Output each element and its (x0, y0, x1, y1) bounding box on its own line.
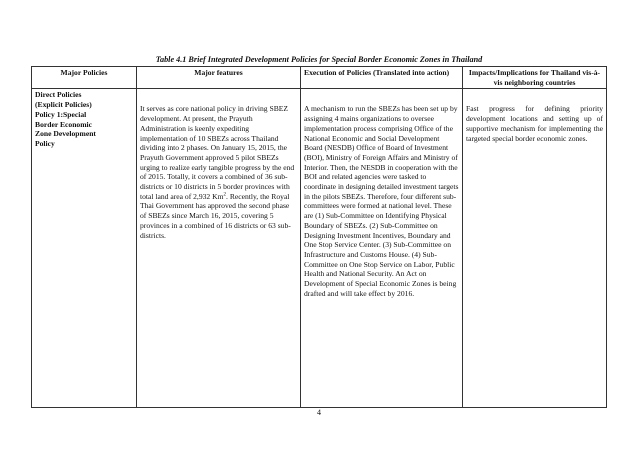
table-header-row (32, 67, 607, 89)
header-major-policies: Major Policies (32, 67, 137, 89)
header-major-features: Major features (137, 67, 301, 89)
table-caption: Table 4.1 Brief Integrated Development Policies for Special Border Economic Zones in Thailand (155, 55, 483, 64)
policy-line: Direct Policies (35, 90, 82, 100)
policy-line: Policy 1:Special (35, 109, 87, 119)
cell-policy (32, 89, 137, 408)
cell-execution (301, 89, 463, 408)
policy-line: Policy (35, 138, 55, 148)
superscript: 2 (223, 192, 227, 198)
policy-line: (Explicit Policies) (35, 100, 92, 110)
cell-impacts (463, 89, 607, 408)
table-row (32, 89, 607, 408)
features-text-part: It serves as core national policy in driving SBEZ development. At present, the Prayuth Administration is keenly expediting implementation of 10 SBEZs across Thailand dividing into 2 phases. On January 15, 2015, the Prayuth Government approved 5 pilot SBEZs urging to realize early tangible progress by the end of 2015. Totally, it covers a combined of 36 sub-districts or 10 districts in 5 border provinces with total land area of 2,932 Km (140, 104, 295, 201)
impacts-text: Fast progress for defining priority development locations and setting up of supportive mechanism for implementing the targeted special border economic zones. (466, 104, 603, 143)
cell-features (137, 89, 301, 408)
features-text-part: . Recently, the Royal Thai Government has approved the second phase of SBEZs since March 16, 2015, covering 5 provinces in a combined of 16 districts or 63 sub-districts. (140, 191, 291, 240)
policy-line: Border Economic (35, 119, 93, 129)
header-impacts: Impacts/Implications for Thailand vis-à-vis neighboring countries (463, 67, 607, 89)
header-execution: Execution of Policies (Translated into action) (301, 67, 463, 89)
features-text (140, 104, 297, 240)
page-number: 4 (317, 408, 321, 417)
policy-table (31, 66, 607, 408)
policy-line: Zone Development (35, 129, 96, 139)
execution-text: A mechanism to run the SBEZs has been set up by assigning 4 mains organizations to oversee implementation process comprising Office of the National Economic and Social Development Board (NESDB) Office of Board of Investment (BOI), Ministry of Foreign Affairs and Ministry of Interior. Then, the NESDB in cooperation with the BOI and related agencies were tasked to coordinate in designing detailed investment targets in the pilots SBEZs. Therefore, four different sub-committees were formed at national level. These are (1) Sub-Committee on Identifying Physical Boundary of SBEZs. (2) Sub-Committee on Designing Investment Incentives, Boundary and One Stop Service Center. (3) Sub-Committee on Infrastructure and Customs House. (4) Sub-Committee on One Stop Service on Labor, Public Health and National Security. An Act on Development of Special Economic Zones is being drafted and will take effect by 2016. (304, 104, 459, 298)
